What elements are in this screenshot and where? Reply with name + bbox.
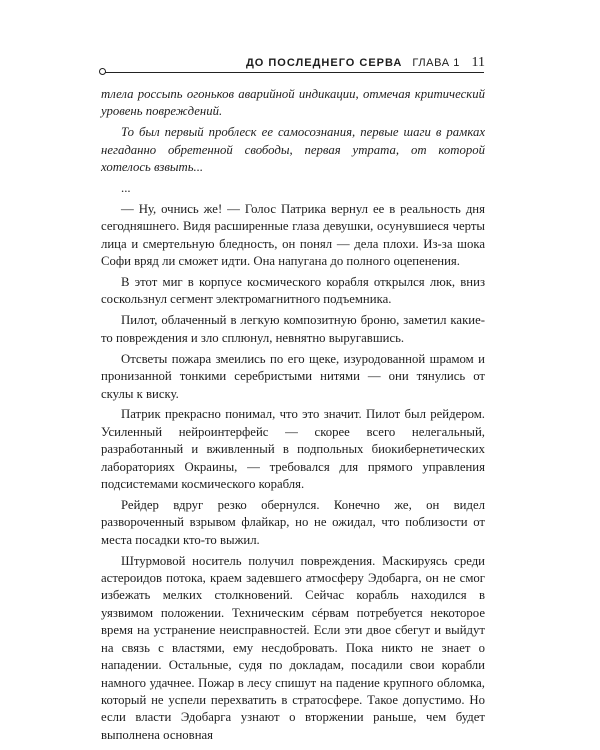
header-rule: [101, 72, 484, 73]
header-rule-circle-ornament: [99, 68, 106, 75]
paragraph: тлела россыпь огоньков аварийной индикации, отмечая критический уровень повреждений.: [101, 87, 485, 119]
running-head-text: [246, 57, 460, 69]
book-title: ДО ПОСЛЕДНЕГО СЕРВА: [245, 57, 403, 69]
paragraph: Отсветы пожара змеились по его щеке, изуродованной шрамом и пронизанной тонкими серебристыми нитями — они тянулись от скулы к виску.: [101, 351, 485, 401]
chapter-label: ГЛАВА 1: [412, 57, 460, 69]
paragraph: Рейдер вдруг резко обернулся. Конечно же, он видел развороченный взрывом флайкар, но не ожидал, что поблизости от места посадки кто-то выжил.: [101, 497, 485, 547]
paragraph-ellipsis: ...: [121, 181, 131, 196]
paragraph: Штурмовой носитель получил повреждения. Маскируясь среди астероидов потока, краем задевшего атмосферу Эдобарга, он не смог избежать мелких столкновений. Сейчас корабль находился в уязвимом положении. Техническим сéрвам потребуется некоторое время на устранение неисправностей. Если эти двое сбегут и выйдут на связь с властями, ему несдобровать. Пока никто не знает о нападении. Остальные, судя по докладам, посадили свои корабли намного удачнее. Пожар в лесу спишут на падение крупного обломка, который не успели перехватить в стратосфере. Такое допустимо. Но если власти Эдобарга узнают о вторжении раньше, чем будет выполнена основная: [101, 553, 485, 742]
paragraph: То был первый проблеск ее самосознания, первые шаги в рамках негаданно обретенной свободы, первая утрата, от которой хотелось взвыть...: [101, 125, 485, 175]
paragraph: Патрик прекрасно понимал, что это значит. Пилот был рейдером. Усиленный нейроинтерфейс — скорее всего нелегальный, разработанный и вживленный в подпольных биокибернетических лабораториях Окраины, — требовался для прямого управления подсистемами космического корабля.: [101, 407, 485, 492]
page-number: 11: [471, 55, 485, 70]
paragraph: — Ну, очнись же! — Голос Патрика вернул ее в реальность дня сегодняшнего. Видя расширенные глаза девушки, осунувшиеся черты лица и смертельную бледность, он понял — дела плохи. Из-за шока Софи вряд ли сможет идти. Она напугана до полного оцепенения.: [101, 201, 485, 269]
body-text: [101, 86, 485, 744]
running-head: [101, 57, 485, 77]
paragraph: В этот миг в корпусе космического корабля открылся люк, вниз соскользнул сегмент электромагнитного подъемника.: [101, 275, 485, 307]
paragraph: Пилот, облаченный в легкую композитную броню, заметил какие-то повреждения и зло сплюнул, невнятно выругавшись.: [101, 313, 485, 345]
